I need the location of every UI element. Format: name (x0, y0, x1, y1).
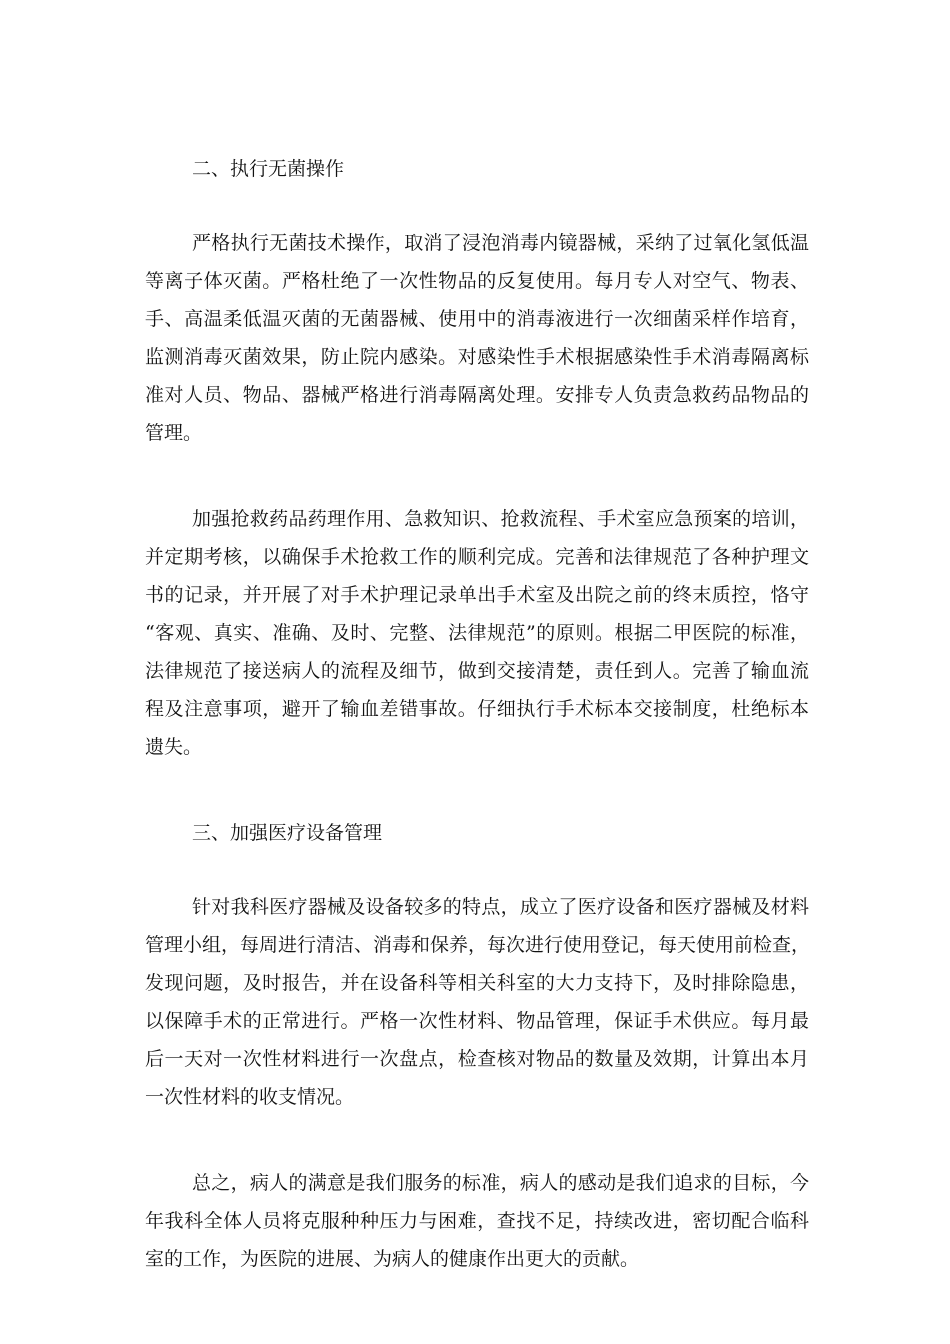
paragraph-line: 等离子体灭菌。严格杜绝了一次性物品的反复使用。每月专人对空气、物表、 (145, 270, 809, 292)
paragraph-line: 总之，病人的满意是我们服务的标准，病人的感动是我们追求的目标，今 (192, 1172, 809, 1194)
paragraph-line: 以保障手术的正常进行。严格一次性材料、物品管理，保证手术供应。每月最 (145, 1010, 809, 1032)
paragraph-line: 并定期考核，以确保手术抢救工作的顺利完成。完善和法律规范了各种护理文 (145, 546, 809, 568)
paragraph-line: 监测消毒灭菌效果，防止院内感染。对感染性手术根据感染性手术消毒隔离标 (145, 346, 809, 368)
paragraph-line: 发现问题，及时报告，并在设备科等相关科室的大力支持下，及时排除隐患， (145, 972, 809, 994)
paragraph-emergency-training (145, 500, 809, 766)
paragraph-line: 加强抢救药品药理作用、急救知识、抢救流程、手术室应急预案的培训， (192, 508, 809, 530)
paragraph-line: 准对人员、物品、器械严格进行消毒隔离处理。安排专人负责急救药品物品的 (145, 384, 809, 406)
paragraph-line: 程及注意事项，避开了输血差错事故。仔细执行手术标本交接制度，杜绝标本 (145, 698, 809, 720)
paragraph-line: 管理。 (145, 422, 203, 444)
paragraph-line: 年我科全体人员将克服种种压力与困难，查找不足，持续改进，密切配合临科 (145, 1210, 809, 1232)
section-heading-3: 三、加强医疗设备管理 (192, 822, 383, 844)
paragraph-line: 针对我科医疗器械及设备较多的特点，成立了医疗设备和医疗器械及材料 (192, 896, 809, 918)
paragraph-line: 管理小组，每周进行清洁、消毒和保养，每次进行使用登记，每天使用前检查， (145, 934, 811, 956)
paragraph-aseptic (145, 224, 809, 452)
paragraph-line: 书的记录，并开展了对手术护理记录单出手术室及出院之前的终末质控，恪守 (145, 584, 809, 606)
paragraph-line: 室的工作，为医院的进展、为病人的健康作出更大的贡献。 (145, 1248, 640, 1270)
paragraph-line: 后一天对一次性材料进行一次盘点，检查核对物品的数量及效期，计算出本月 (145, 1048, 809, 1070)
paragraph-line: 一次性材料的收支情况。 (145, 1086, 355, 1108)
paragraph-equipment (145, 888, 809, 1116)
paragraph-line: 法律规范了接送病人的流程及细节，做到交接清楚，责任到人。完善了输血流 (145, 660, 809, 682)
paragraph-line: 严格执行无菌技术操作，取消了浸泡消毒内镜器械，采纳了过氧化氢低温 (192, 232, 809, 254)
paragraph-line: “客观、真实、准确、及时、完整、法律规范”的原则。根据二甲医院的标准， (145, 622, 809, 644)
paragraph-line: 遗失。 (145, 736, 203, 758)
paragraph-conclusion (145, 1164, 809, 1278)
document-page (145, 150, 809, 1278)
section-heading-2: 二、执行无菌操作 (192, 158, 345, 180)
paragraph-line: 手、高温柔低温灭菌的无菌器械、使用中的消毒液进行一次细菌采样作培育， (145, 308, 809, 330)
